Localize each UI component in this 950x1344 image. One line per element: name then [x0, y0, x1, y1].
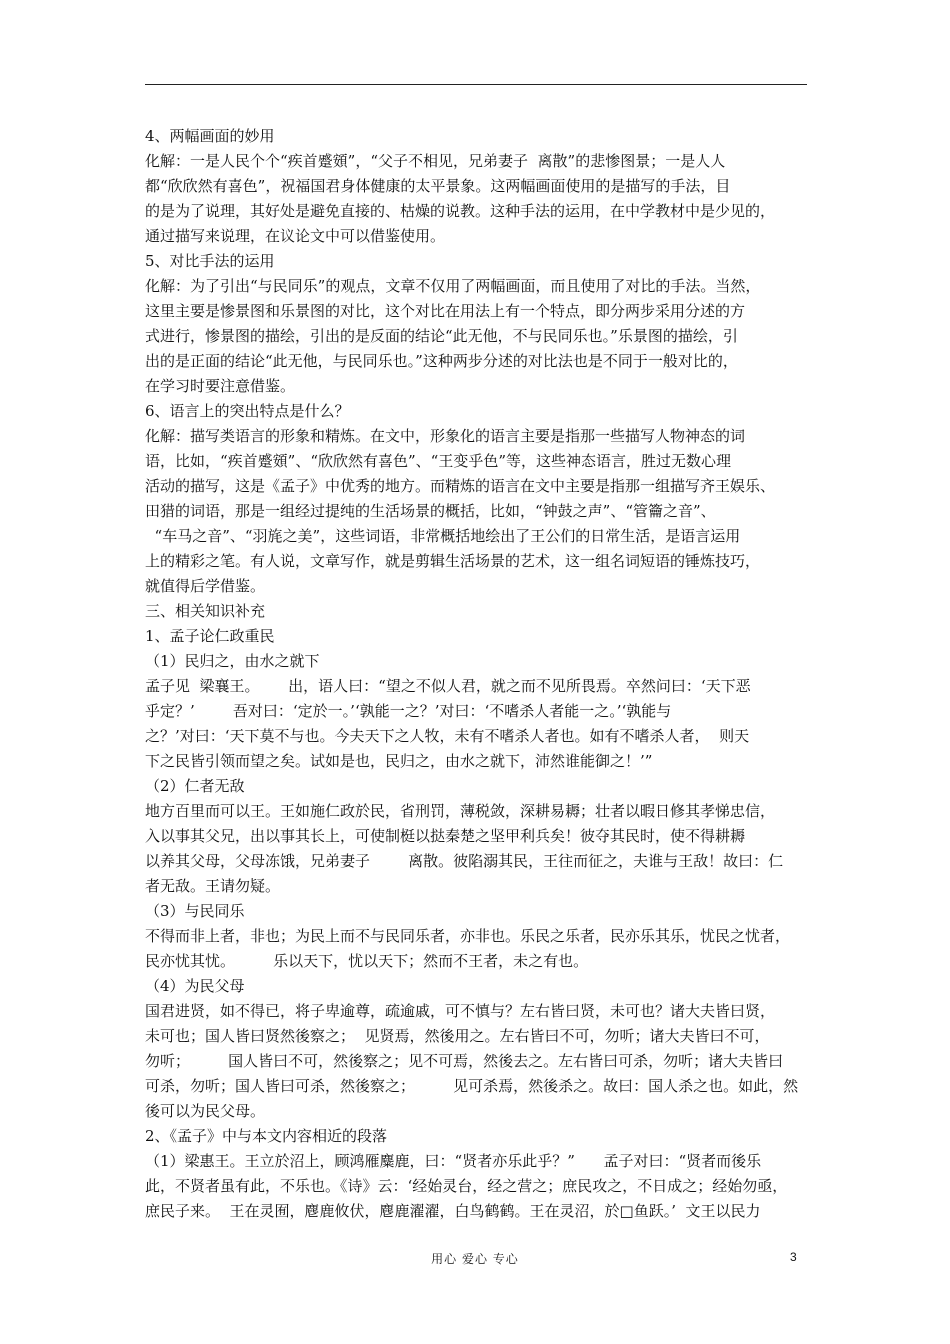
- text-line: 民亦忧其忧。 乐以天下，忧以天下；然而不王者，未之有也。: [145, 952, 589, 970]
- header-rule: [145, 84, 807, 85]
- text-line: 田猎的词语，那是一组经过提纯的生活场景的概括，比如，“钟鼓之声”、“管籥之音”、: [145, 502, 716, 520]
- text-line: 这里主要是惨景图和乐景图的对比，这个对比在用法上有一个特点，即分两步采用分述的方: [145, 302, 746, 320]
- text-line: 通过描写来说理，在议论文中可以借鉴使用。: [145, 227, 446, 245]
- footer-slogan: 用心 爱心 专心: [431, 1252, 519, 1266]
- text-line: 国君进贤，如不得已，将子卑逾尊，疏逾戚，可不慎与？左右皆曰贤，未可也？诸大夫皆曰贤，: [145, 1002, 776, 1020]
- text-line: 上的精彩之笔。有人说，文章写作，就是剪辑生活场景的艺术，这一组名词短语的锤炼技巧，: [145, 552, 761, 570]
- text-line: 化解：描写类语言的形象和精炼。在文中，形象化的语言主要是指那一些描写人物神态的词: [145, 427, 746, 445]
- text-line: 入以事其父兄，出以事其长上，可使制梃以挞秦楚之坚甲利兵矣！彼夺其民时，使不得耕耨: [145, 827, 746, 845]
- text-line: 出的是正面的结论“此无他，与民同乐也。”这种两步分述的对比法也是不同于一般对比的，: [145, 352, 738, 370]
- text-line: 以养其父母，父母冻饿，兄弟妻子 离散。彼陷溺其民，王往而征之，夫谁与王敌！故曰：仁: [145, 852, 784, 870]
- text-line: 後可以为民父母。: [145, 1102, 266, 1120]
- text-line: 都“欣欣然有喜色”，祝福国君身体健康的太平景象。这两幅画面使用的是描写的手法，目: [145, 177, 731, 195]
- text-line: 此，不贤者虽有此，不乐也。《诗》云：‘经始灵台，经之营之；庶民攻之，不日成之；经始勿亟，: [145, 1177, 788, 1195]
- text-line: 的是为了说理，其好处是避免直接的、枯燥的说教。这种手法的运用，在中学教材中是少见的，: [145, 202, 776, 220]
- text-line: 之？’对曰：‘天下莫不与也。今夫天下之人牧，未有不嗜杀人者也。如有不嗜杀人者， 则天: [145, 727, 750, 745]
- text-line: 化解：为了引出“与民同乐”的观点，文章不仅用了两幅画面，而且使用了对比的手法。当然，: [145, 277, 761, 295]
- text-line: 乎定？’ 吾对曰：‘定於一。’‘孰能一之？’对曰：‘不嗜杀人者能一之。’‘孰能与: [145, 702, 672, 720]
- text-line: 勿听； 国人皆曰不可，然後察之；见不可焉，然後去之。左右皆曰可杀，勿听；诸大夫皆曰: [145, 1052, 784, 1070]
- text-line: 在学习时要注意借鉴。: [145, 377, 296, 395]
- text-line: （2）仁者无敌: [145, 777, 245, 795]
- text-line: 庶民子来。 王在灵囿，麀鹿攸伏，麀鹿濯濯，白鸟鹤鹤。王在灵沼，於□鱼跃。’ 文王以民力: [145, 1202, 761, 1220]
- text-line: 可杀，勿听；国人皆曰可杀，然後察之； 见可杀焉，然後杀之。故曰：国人杀之也。如此，然: [145, 1077, 799, 1095]
- text-line: （1）梁惠王。王立於沼上，顾鸿雁麋鹿，曰：“贤者亦乐此乎？” 孟子对曰：“贤者而後乐: [145, 1152, 762, 1170]
- text-line: （4）为民父母: [145, 977, 245, 995]
- text-line: （1）民归之，由水之就下: [145, 652, 320, 670]
- text-line: （3）与民同乐: [145, 902, 245, 920]
- document-body: [145, 124, 810, 1224]
- text-line: 下之民皆引领而望之矣。试如是也，民归之，由水之就下，沛然谁能御之！’”: [145, 752, 653, 770]
- text-line: 孟子见 梁襄王。 出，语人曰：“望之不似人君，就之而不见所畏焉。卒然问曰：‘天下恶: [145, 677, 751, 695]
- text-line: 2、《孟子》中与本文内容相近的段落: [145, 1127, 388, 1145]
- text-line: 地方百里而可以王。王如施仁政於民，省刑罚，薄税敛，深耕易耨；壮者以暇日修其孝悌忠信，: [145, 802, 776, 820]
- text-line: 三、相关知识补充: [145, 602, 266, 620]
- text-line: 活动的描写，这是《孟子》中优秀的地方。而精炼的语言在文中主要是指那一组描写齐王娱乐、: [145, 477, 776, 495]
- text-line: 未可也；国人皆曰贤然後察之； 见贤焉，然後用之。左右皆曰不可，勿听；诸大夫皆曰不可，: [145, 1027, 770, 1045]
- text-line: 者无敌。王请勿疑。: [145, 877, 281, 895]
- text-line: 不得而非上者，非也；为民上而不与民同乐者，亦非也。乐民之乐者，民亦乐其乐，忧民之忧者，: [145, 927, 791, 945]
- text-line: 式进行，惨景图的描绘，引出的是反面的结论“此无他，不与民同乐也。”乐景图的描绘，引: [145, 327, 738, 345]
- text-line: “车马之音”、“羽旄之美”，这些词语，非常概括地绘出了王公们的日常生活，是语言运用: [145, 527, 741, 545]
- text-line: 语，比如，“疾首蹙頞”、“欣欣然有喜色”、“王变乎色”等，这些神态语言，胜过无数心理: [145, 452, 732, 470]
- text-line: 化解：一是人民个个“疾首蹙頞”，“父子不相见，兄弟妻子 离散”的悲惨图景；一是人人: [145, 152, 726, 170]
- text-line: 4、两幅画面的妙用: [145, 127, 275, 145]
- text-line: 1、孟子论仁政重民: [145, 627, 275, 645]
- text-line: 5、对比手法的运用: [145, 252, 275, 270]
- page-number: 3: [790, 1250, 797, 1264]
- text-line: 6、语言上的突出特点是什么？: [145, 402, 350, 420]
- text-line: 就值得后学借鉴。: [145, 577, 266, 595]
